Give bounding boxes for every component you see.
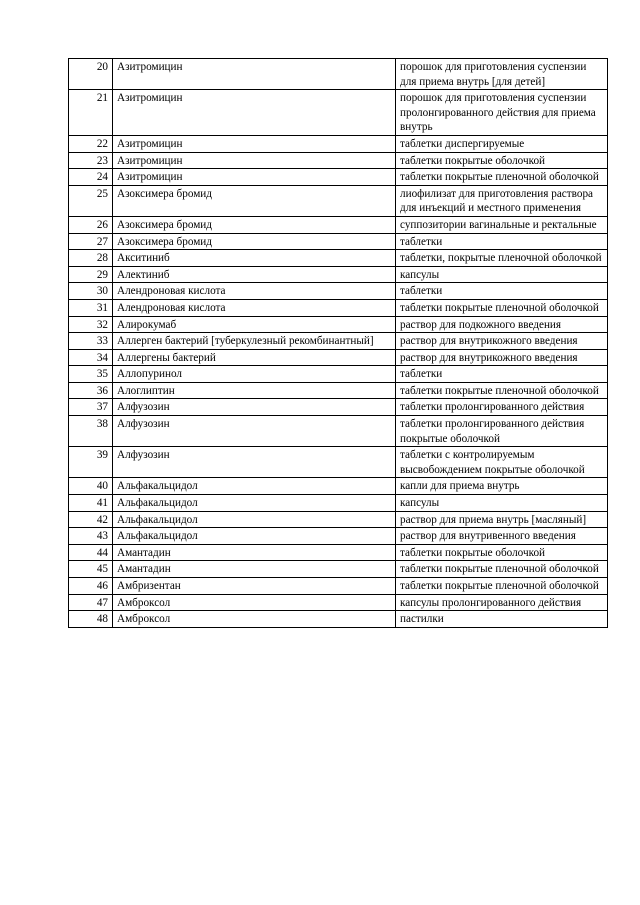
table-row [69, 544, 608, 561]
table-row [69, 366, 608, 383]
table-row [69, 266, 608, 283]
dosage-form: раствор для внутрикожного введения [396, 333, 608, 350]
table-row [69, 185, 608, 216]
table-row [69, 611, 608, 628]
table-row [69, 169, 608, 186]
table-row [69, 90, 608, 136]
table-row [69, 283, 608, 300]
drug-name: Алоглиптин [113, 382, 396, 399]
dosage-form: таблетки, покрытые пленочной оболочкой [396, 250, 608, 267]
dosage-form: таблетки покрытые пленочной оболочкой [396, 382, 608, 399]
dosage-form: капсулы [396, 266, 608, 283]
row-number: 25 [69, 185, 113, 216]
dosage-form: раствор для внутривенного введения [396, 528, 608, 545]
dosage-form: таблетки покрытые пленочной оболочкой [396, 578, 608, 595]
dosage-form: раствор для внутрикожного введения [396, 349, 608, 366]
row-number: 30 [69, 283, 113, 300]
drug-name: Азитромицин [113, 169, 396, 186]
table-row [69, 250, 608, 267]
drug-name: Азитромицин [113, 152, 396, 169]
row-number: 36 [69, 382, 113, 399]
dosage-form: таблетки с контролируемым высвобождением покрытые оболочкой [396, 447, 608, 478]
row-number: 24 [69, 169, 113, 186]
row-number: 40 [69, 478, 113, 495]
table-row [69, 299, 608, 316]
row-number: 23 [69, 152, 113, 169]
table-row [69, 578, 608, 595]
table-row [69, 152, 608, 169]
dosage-form: таблетки покрытые оболочкой [396, 152, 608, 169]
table-row [69, 594, 608, 611]
row-number: 32 [69, 316, 113, 333]
dosage-form: капсулы [396, 495, 608, 512]
drug-name: Альфакальцидол [113, 528, 396, 545]
dosage-form: пастилки [396, 611, 608, 628]
row-number: 22 [69, 135, 113, 152]
row-number: 43 [69, 528, 113, 545]
row-number: 29 [69, 266, 113, 283]
table-row [69, 233, 608, 250]
dosage-form: таблетки пролонгированного действия [396, 399, 608, 416]
table-row [69, 382, 608, 399]
dosage-form: лиофилизат для приготовления раствора для инъекций и местного применения [396, 185, 608, 216]
dosage-form: таблетки [396, 283, 608, 300]
dosage-form: таблетки покрытые пленочной оболочкой [396, 169, 608, 186]
drug-name: Азоксимера бромид [113, 233, 396, 250]
row-number: 39 [69, 447, 113, 478]
row-number: 20 [69, 59, 113, 90]
table-row [69, 447, 608, 478]
document-page [68, 58, 602, 628]
row-number: 37 [69, 399, 113, 416]
dosage-form: таблетки диспергируемые [396, 135, 608, 152]
dosage-form: раствор для подкожного введения [396, 316, 608, 333]
drug-name: Акситиниб [113, 250, 396, 267]
dosage-form: капли для приема внутрь [396, 478, 608, 495]
row-number: 46 [69, 578, 113, 595]
row-number: 41 [69, 495, 113, 512]
table-row [69, 349, 608, 366]
dosage-form: суппозитории вагинальные и ректальные [396, 216, 608, 233]
drug-name: Алендроновая кислота [113, 299, 396, 316]
table-body [69, 59, 608, 628]
drug-name: Аллопуринол [113, 366, 396, 383]
drug-name: Азитромицин [113, 90, 396, 136]
drug-name: Амбризентан [113, 578, 396, 595]
row-number: 27 [69, 233, 113, 250]
row-number: 28 [69, 250, 113, 267]
drug-name: Азоксимера бромид [113, 216, 396, 233]
table-row [69, 511, 608, 528]
row-number: 45 [69, 561, 113, 578]
dosage-form: капсулы пролонгированного действия [396, 594, 608, 611]
row-number: 48 [69, 611, 113, 628]
drug-name: Аллерген бактерий [туберкулезный рекомбинантный] [113, 333, 396, 350]
table-row [69, 333, 608, 350]
drug-name: Алфузозин [113, 399, 396, 416]
table-row [69, 135, 608, 152]
drug-name: Амброксол [113, 594, 396, 611]
row-number: 35 [69, 366, 113, 383]
drug-name: Амантадин [113, 561, 396, 578]
row-number: 33 [69, 333, 113, 350]
table-row [69, 561, 608, 578]
drug-name: Алендроновая кислота [113, 283, 396, 300]
drug-name: Аллергены бактерий [113, 349, 396, 366]
drug-name: Альфакальцидол [113, 495, 396, 512]
table-row [69, 478, 608, 495]
dosage-form: порошок для приготовления суспензии пролонгированного действия для приема внутрь [396, 90, 608, 136]
table-row [69, 216, 608, 233]
table-row [69, 399, 608, 416]
drug-name: Алфузозин [113, 416, 396, 447]
table-row [69, 528, 608, 545]
dosage-form: таблетки [396, 366, 608, 383]
drug-name: Амброксол [113, 611, 396, 628]
row-number: 47 [69, 594, 113, 611]
drug-name: Азитромицин [113, 135, 396, 152]
drug-name: Азоксимера бромид [113, 185, 396, 216]
drug-name: Альфакальцидол [113, 478, 396, 495]
table-row [69, 495, 608, 512]
dosage-form: порошок для приготовления суспензии для приема внутрь [для детей] [396, 59, 608, 90]
table-row [69, 416, 608, 447]
row-number: 26 [69, 216, 113, 233]
row-number: 34 [69, 349, 113, 366]
row-number: 42 [69, 511, 113, 528]
row-number: 44 [69, 544, 113, 561]
table-row [69, 59, 608, 90]
row-number: 38 [69, 416, 113, 447]
dosage-form: раствор для приема внутрь [масляный] [396, 511, 608, 528]
row-number: 21 [69, 90, 113, 136]
drug-table [68, 58, 608, 628]
dosage-form: таблетки пролонгированного действия покрытые оболочкой [396, 416, 608, 447]
drug-name: Амантадин [113, 544, 396, 561]
drug-name: Алектиниб [113, 266, 396, 283]
dosage-form: таблетки покрытые пленочной оболочкой [396, 561, 608, 578]
drug-name: Альфакальцидол [113, 511, 396, 528]
dosage-form: таблетки [396, 233, 608, 250]
dosage-form: таблетки покрытые пленочной оболочкой [396, 299, 608, 316]
dosage-form: таблетки покрытые оболочкой [396, 544, 608, 561]
drug-name: Азитромицин [113, 59, 396, 90]
row-number: 31 [69, 299, 113, 316]
drug-name: Алфузозин [113, 447, 396, 478]
table-row [69, 316, 608, 333]
drug-name: Алирокумаб [113, 316, 396, 333]
